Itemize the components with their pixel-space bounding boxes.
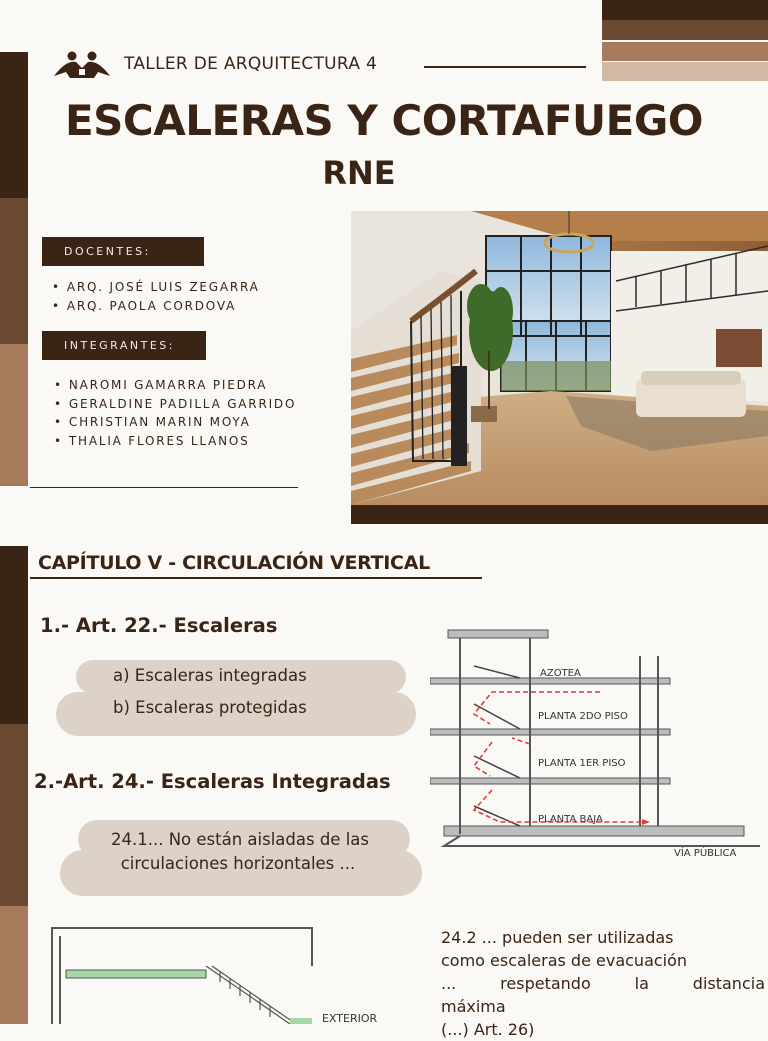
text-line: (...) Art. 26) bbox=[441, 1020, 535, 1039]
list-item: b) Escaleras protegidas bbox=[113, 698, 307, 717]
page-subtitle-rne: RNE bbox=[322, 154, 396, 192]
diagram-label: PLANTA 1ER PISO bbox=[538, 758, 626, 769]
info-divider bbox=[30, 487, 298, 488]
list-item: • ARQ. JOSÉ LUIS ZEGARRA bbox=[52, 278, 260, 297]
chapter-underline bbox=[30, 577, 482, 579]
section2-heading: 2.-Art. 24.- Escaleras Integradas bbox=[34, 770, 391, 793]
diagram-label: PLANTA BAJA bbox=[538, 814, 603, 825]
left-strip-dark-2 bbox=[0, 546, 28, 724]
left-strip-mid-2 bbox=[0, 724, 28, 906]
header-divider bbox=[424, 66, 586, 68]
docentes-label: DOCENTES: bbox=[42, 237, 204, 266]
text-line: ... respetando la distancia bbox=[441, 974, 765, 993]
stair-evacuation-diagram bbox=[50, 926, 400, 1024]
diagram-label: AZOTEA bbox=[540, 668, 581, 679]
quote-line: 24.1... No están aisladas de las bbox=[110, 830, 369, 849]
diagram-label: EXTERIOR bbox=[322, 1012, 378, 1024]
top-bar-light bbox=[602, 42, 768, 61]
page-title: ESCALERAS Y CORTAFUEGO bbox=[64, 96, 703, 145]
list-item: • THALIA FLORES LLANOS bbox=[54, 432, 296, 451]
docentes-list bbox=[52, 278, 260, 315]
integrantes-list bbox=[54, 376, 296, 450]
integrantes-label: INTEGRANTES: bbox=[42, 331, 206, 360]
diagram-label: PLANTA 2DO PISO bbox=[538, 711, 628, 722]
quote-line: circulaciones horizontales ... bbox=[120, 854, 356, 873]
text-line: como escaleras de evacuación bbox=[441, 951, 688, 970]
text-line: máxima bbox=[441, 997, 506, 1016]
staircase-interior-photo bbox=[351, 211, 768, 505]
list-item: • NAROMI GAMARRA PIEDRA bbox=[54, 376, 296, 395]
top-bar-mid bbox=[602, 20, 768, 40]
left-strip-light-2 bbox=[0, 906, 28, 1024]
diagram-label: VÍA PÚBLICA bbox=[674, 848, 737, 859]
people-house-logo-icon bbox=[54, 50, 110, 80]
course-subtitle: TALLER DE ARQUITECTURA 4 bbox=[124, 54, 378, 74]
list-item: • GERALDINE PADILLA GARRIDO bbox=[54, 395, 296, 414]
left-strip-mid bbox=[0, 198, 28, 344]
top-bar-pale bbox=[602, 62, 768, 81]
section1-heading: 1.- Art. 22.- Escaleras bbox=[40, 614, 278, 637]
list-item: a) Escaleras integradas bbox=[113, 666, 307, 685]
text-line: 24.2 ... pueden ser utilizadas bbox=[441, 928, 674, 947]
list-item: • ARQ. PAOLA CORDOVA bbox=[52, 297, 260, 316]
chapter-heading: CAPÍTULO V - CIRCULACIÓN VERTICAL bbox=[38, 552, 430, 574]
top-bar-dark bbox=[602, 0, 768, 20]
photo-base-bar bbox=[351, 505, 768, 524]
left-strip-light bbox=[0, 344, 28, 486]
building-section-diagram bbox=[430, 626, 760, 862]
list-item: • CHRISTIAN MARIN MOYA bbox=[54, 413, 296, 432]
